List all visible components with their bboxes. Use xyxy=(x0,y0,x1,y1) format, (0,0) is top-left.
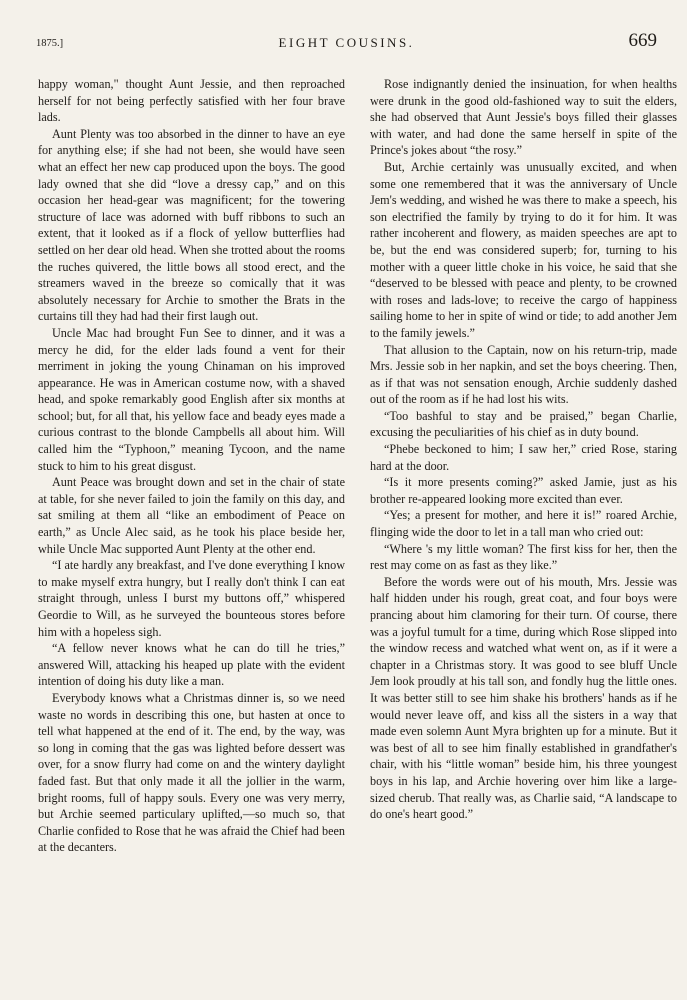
paragraph: “Yes; a present for mother, and here it is!” roared Archie, flinging wide the door to let in a tall man who cried out: xyxy=(370,508,677,540)
paragraph: “A fellow never knows what he can do till he tries,” answered Will, attacking his heaped up plate with the evident intention of doing his duty like a man. xyxy=(38,641,345,689)
paragraph: “Phebe beckoned to him; I saw her,” cried Rose, staring hard at the door. xyxy=(370,442,677,473)
paragraph: “Too bashful to stay and be praised,” began Charlie, excusing the peculiarities of his chief as in duty bound. xyxy=(370,408,677,440)
right-column xyxy=(370,76,677,823)
paragraph: happy woman," thought Aunt Jessie, and then reproached herself for not being perfectly satisfied with her four brave lads. xyxy=(38,77,345,125)
paragraph: That allusion to the Captain, now on his return-trip, made Mrs. Jessie sob in her napkin, and set the boys cheering. Then, as if that was not sensation enough, Archie suddenly dashed out of the room as if he had lost his wits. xyxy=(370,342,677,407)
paragraph: But, Archie certainly was unusually excited, and when some one remembered that it was the anniversary of Uncle Jem's wedding, and wished he was there to make a speech, his son electrified the family by trying to do it for him. It was rather incoherent and flowery, as maiden speeches are apt to be, but the end was considered superb; for, turning to his mother with a queer little choke in his voice, he said that she “deserved to be blessed with peace and plenty, to be crowned with roses and lads-love; to receive the cargo of happiness sailing home to her in spite of wind or tide; to add another Jem to the family jewels.” xyxy=(370,159,677,340)
paragraph: Aunt Peace was brought down and set in the chair of state at table, for she never failed to join the family on this day, and sat smiling at them all “like an embodiment of Peace on earth,” as Uncle Alec said, as he took his place beside her, while Uncle Mac supported Aunt Plenty at the other end. xyxy=(38,475,345,556)
header-title: EIGHT COUSINS. xyxy=(278,35,415,50)
paragraph: Rose indignantly denied the insinuation, for when healths were drunk in the good old-fashioned way to suit the elders, she had observed that Aunt Jessie's boys filled their glasses with water, and had done the same herself in spite of the Prince's jokes about “the rosy.” xyxy=(370,77,677,158)
paragraph: Aunt Plenty was too absorbed in the dinner to have an eye for anything else; if she had not been, she would have seen what an effect her new cap produced upon the boys. The good lady owned that she did “love a dressy cap,” and on this occasion her head-gear was magnificent; for the towering structure of lace was adorned with buff ribbons to such an extent, that it looked as if a flock of yellow butterflies had settled on her dear old head. When she trotted about the rooms the ruches quivered, the little bows all stood erect, and the streamers waved in the breeze so comically that it was absolutely necessary for Archie to smother the Brats in the curtains till they had had their first laugh out. xyxy=(38,126,345,324)
running-header xyxy=(36,30,657,54)
paragraph: “Where 's my little woman? The first kiss for her, then the rest may come on as fast as they like.” xyxy=(370,541,677,573)
paragraph: Before the words were out of his mouth, Mrs. Jessie was half hidden under his rough, great coat, and four boys were prancing about him clamoring for their turn. Of course, there was a joyful tumult for a time, during which Rose slipped into the window recess and watched what went on, as if it were a chapter in a Christmas story. It was good to see bluff Uncle Jem look proudly at his tall son, and fondly hug the little ones. It was better still to see him shake his brothers' hands as if he would never leave off, and kiss all the sisters in a way that made even solemn Aunt Myra brighten up for a minute. But it was best of all to see him finally established in grandfather's chair, with his “little woman” beside him, his three youngest boys in his lap, and Archie hovering over him like a large-sized cherub. That really was, as Charlie said, “A landscape to do one's heart good.” xyxy=(370,574,677,822)
paragraph: “I ate hardly any breakfast, and I've done everything I know to make myself extra hungry, but I really don't think I can eat straight through, unless I burst my buttons off,” whispered Geordie to Will, as he surveyed the bounteous stores before him with a hopeless sigh. xyxy=(38,558,345,639)
header-date: 1875.] xyxy=(36,38,64,49)
left-column xyxy=(38,76,345,856)
paragraph: “Is it more presents coming?” asked Jamie, just as his brother re-appeared looking more excited than ever. xyxy=(370,475,677,506)
paragraph: Uncle Mac had brought Fun See to dinner, and it was a mercy he did, for the elder lads found a vent for their merriment in joking the young Chinaman on his improved appearance. He was in American costume now, with a shaved head, and spoke remarkably good English after six months at school; but, for all that, his yellow face and beady eyes made a curious contrast to the blonde Campbells all about him. Will called him the “Typhoon,” meaning Tycoon, and the name stuck to him to his great disgust. xyxy=(38,325,345,473)
paragraph: Everybody knows what a Christmas dinner is, so we need waste no words in describing this one, but hasten at once to tell what happened at the end of it. The end, by the way, was so long in coming that the gas was lighted before dessert was over, for a snow flurry had come on and the wintery daylight faded fast. But that only made it all the jollier in the warm, bright rooms, full of happy souls. Every one was very merry, but Archie seemed particulary uplifted,—so much so, that Charlie confided to Rose that he was afraid the Chief had been at the decanters. xyxy=(38,690,345,855)
page-number: 669 xyxy=(628,30,657,51)
